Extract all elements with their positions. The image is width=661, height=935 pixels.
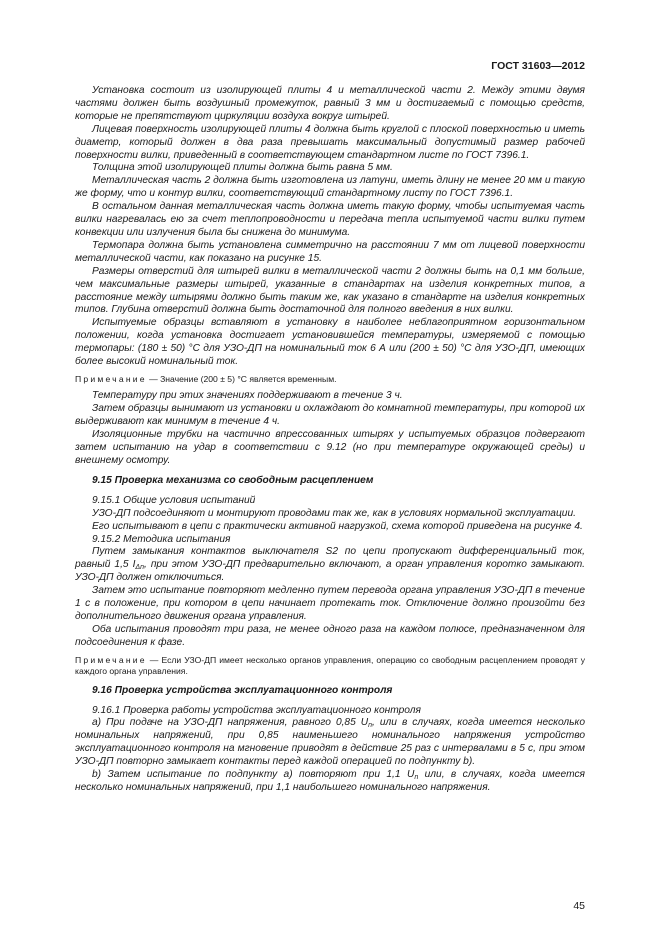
paragraph: В остальном данная металлическая часть должна иметь такую форму, чтобы испытуемая часть вилки нагревалась ею за счет теплопроводности и передача тепла испытуемой части вилки путем конвекции или излучения была бы снижена до минимума. [75, 201, 585, 238]
paragraph [75, 769, 585, 795]
text-run: а) При подаче на УЗО-ДП напряжения, равного 0,85 [92, 717, 361, 729]
note [75, 374, 585, 386]
paragraph: Затем образцы вынимают из установки и охлаждают до комнатной температуры, при которой их выдерживают как минимум в течение 4 ч. [75, 403, 585, 428]
paragraph: Металлическая часть 2 должна быть изготовлена из латуни, иметь длину не менее 20 мм и такую же форму, что и контур вилки, соответствующий стандартному листу по ГОСТ 7396.1. [75, 175, 585, 200]
paragraph: Испытуемые образцы вставляют в установку в наиболее неблагоприятном горизонтальном положении, когда установка достигает установившейся температуры, измеряемой с помощью термопары: (180 ± 50) °С для УЗО-ДП на номинальный ток 6 А или (200 ± 50) °С для УЗО-ДП, имеющих более высокий номинальный ток. [75, 317, 585, 368]
paragraph: Установка состоит из изолирующей плиты 4 и металлической части 2. Между этими двумя частями должен быть воздушный промежуток, равный 3 мм и достигаемый с помощью средств, которые не препятствуют циркуляции воздуха вокруг штырей. [75, 85, 585, 122]
symbol: U [360, 717, 369, 729]
text-run: или, в случаях, когда имеется несколько номинальных напряжений, при 1,1 наибольшего номинального напряжения. [75, 769, 585, 793]
symbol-subscript: n [414, 774, 419, 782]
text-run: Путем замыкания контактов выключателя S2 по цепи пропускают дифференциальный ток, равный 1,5 [75, 546, 585, 571]
paragraph: Лицевая поверхность изолирующей плиты 4 должна быть круглой с плоской поверхностью и иметь диаметр, который должен в два раза превышать максимальный допустимый размер рабочей поверхности вилки, приведенный в соответствующем стандартном листе по ГОСТ 7396.1. [75, 123, 585, 161]
paragraph: Термопара должна быть установлена симметрично на расстоянии 7 мм от лицевой поверхности металлической части, как показано на рисунке 15. [75, 239, 585, 264]
document-header: ГОСТ 31603—2012 [491, 60, 585, 72]
document-body [75, 85, 585, 795]
paragraph: Затем это испытание повторяют медленно путем перевода органа управления УЗО-ДП в течение 1 с в положение, при котором в цепи начинает протекать ток. Отключение должно произойти без дополнительного движения органа управления. [75, 585, 585, 622]
symbol: I [132, 559, 136, 571]
paragraph [75, 717, 585, 769]
page-number: 45 [573, 900, 585, 912]
paragraph: УЗО-ДП подсоединяют и монтируют проводами так же, как в условиях нормальной эксплуатации. [92, 507, 576, 519]
paragraph: Оба испытания проводят три раза, не менее одного раза на каждом полюсе, предназначенном для подсоединения к фазе. [75, 623, 585, 648]
text-run: , при этом УЗО-ДП предварительно включают, а орган управления коротко замыкают. УЗО-ДП должен отключиться. [75, 559, 585, 584]
symbol-subscript: n [368, 722, 373, 730]
symbol-subscript: Δn [135, 564, 144, 572]
symbol: U [406, 769, 415, 781]
note-label: Примечание [75, 373, 147, 384]
section-heading-9-16: 9.16 Проверка устройства эксплуатационного контроля [92, 684, 393, 696]
text-run: b) Затем испытание по подпункту а) повторяют при 1,1 [92, 769, 407, 781]
section-heading-9-15: 9.15 Проверка механизма со свободным расцеплением [92, 474, 374, 486]
paragraph: Изоляционные трубки на частично впрессованных штырях у испытуемых образцов подвергают затем испытанию на удар в соответствии с 9.12 (но при температуре окружающей среды) и внешнему осмотру. [75, 429, 585, 466]
paragraph [75, 546, 585, 585]
note [75, 655, 585, 678]
note-text: — Значение (200 ± 5) °С является временным. [146, 373, 337, 384]
note-text: — Если УЗО-ДП имеет несколько органов управления, операцию со свободным расцеплением проводят у каждого органа управления. [75, 654, 585, 677]
subsection-heading: 9.16.1 Проверка работы устройства эксплуатационного контроля [92, 704, 421, 716]
subsection-heading: 9.15.1 Общие условия испытаний [92, 494, 256, 506]
paragraph: Размеры отверстий для штырей вилки в металлической части 2 должны быть на 0,1 мм больше, чем максимальные размеры штырей, указанные в стандартах на изделия конкретных типов, а расстояние между штырями должно быть таким же, как указано в стандарте на изделия конкретных типов. Глубина отверстий должна быть достаточной для полного введения в них вилки. [75, 265, 585, 316]
paragraph: Температуру при этих значениях поддерживают в течение 3 ч. [92, 390, 403, 402]
paragraph: Его испытывают в цепи с практически активной нагрузкой, схема которой приведена на рисунке 4. [92, 520, 583, 532]
text-run: , или в случаях, когда имеется несколько номинальных напряжений, при 0,85 наименьшего номинального напряжения устройство эксплуатационного контроля на мгновение приводят в действие 25 раз с интервалами в 5 с, при этом УЗО-ДП повторно замыкает контакты перед каждой операцией по подпункту b). [75, 717, 585, 768]
note-label: Примечание [75, 654, 147, 665]
paragraph: Толщина этой изолирующей плиты должна быть равна 5 мм. [92, 162, 393, 174]
subsection-heading: 9.15.2 Методика испытания [92, 533, 231, 545]
